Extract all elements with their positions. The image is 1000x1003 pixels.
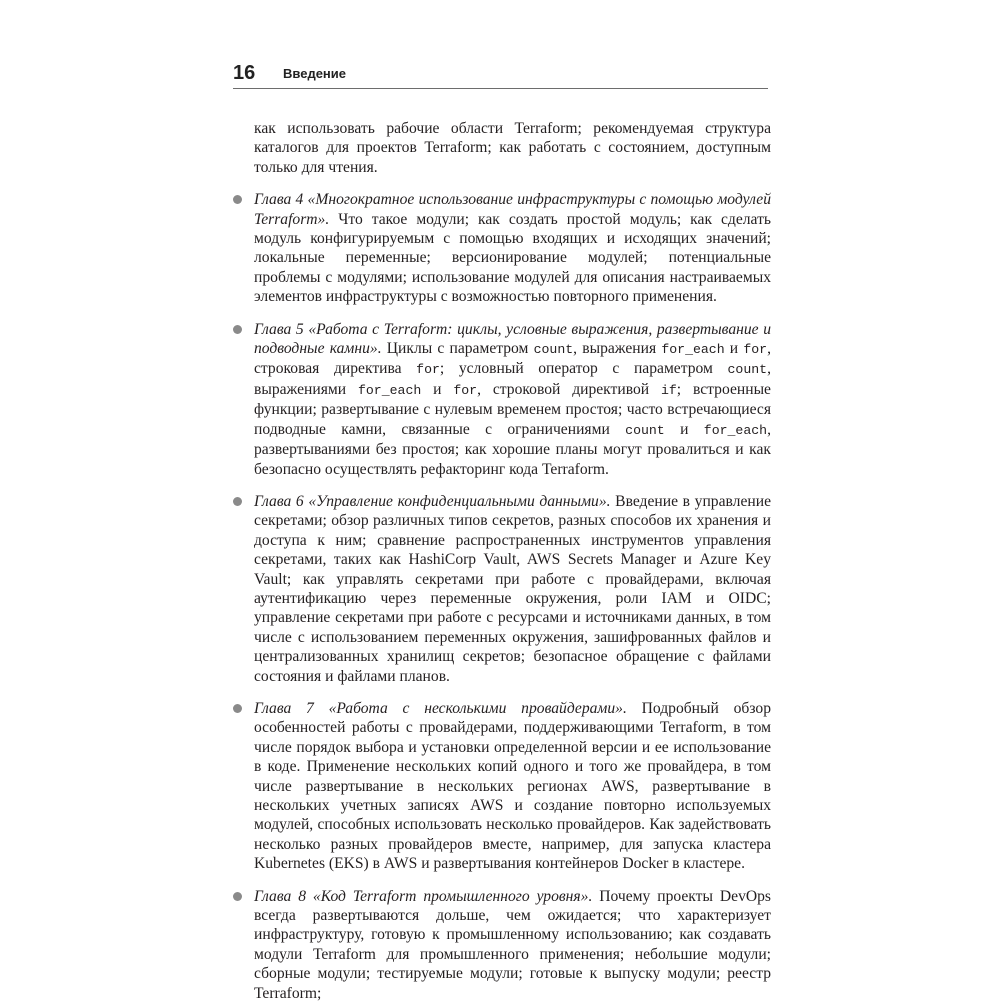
description-text: Циклы с параметром xyxy=(381,340,534,358)
description-text: , развертываниями без простоя; как хорошие планы могут провалиться и как безопасно осуществлять рефакторинг кода Terraform. xyxy=(254,420,771,478)
intro-continuation: как использовать рабочие области Terraform; рекомендуемая структура каталогов для проектов Terraform; как работать с состоянием, доступным только для чтения. xyxy=(254,120,771,176)
bullet-icon xyxy=(233,892,242,901)
description-text: ; условный оператор с параметром xyxy=(439,360,728,378)
bullet-icon xyxy=(233,497,242,506)
code-for: for xyxy=(743,342,768,358)
chapter-description: Почему проекты DevOps всегда развертываются дольше, чем ожидается; что характеризует инфраструктуру, готовую к промышленному использованию; как создавать модули Terraform для промышленного применения; небольшие модули; сборные модули; тестируемые модули; готовые к выпуску модули; реестр Terraform; xyxy=(254,887,771,1002)
code-for: for xyxy=(453,382,478,398)
description-text: , выражения xyxy=(573,340,662,358)
bullet-icon xyxy=(233,195,242,204)
description-text: ; встроенные функции; развертывание с нулевым временем простоя; часто встречающиеся подводные камни, связанные с ограничениями xyxy=(254,380,771,438)
chapter-title: Глава 4 «Многократное использование инфраструктуры с помощью модулей Terraform». xyxy=(254,191,771,228)
description-text: и xyxy=(724,340,744,358)
code-for: for xyxy=(416,362,440,378)
chapter-description: Введение в управление секретами; обзор различных типов секретов, разных способов их хранения и доступа к ним; сравнение распространенных инструментов управления секретами, таких как HashiCorp Vault, AWS Secrets Manager и Azure Key Vault; как управлять секретами при работе с провайдерами, включая аутентификацию через переменные окружения, роли IAM и OIDC; управление секретами при работе с ресурсами и источниками данных, в том числе с использованием переменных окружения, зашифрованных файлов и централизованных хранилищ секретов; безопасное обращение с файлами состояния и файлами планов. xyxy=(254,492,771,685)
chapter-title: Глава 7 «Работа с несколькими провайдерами». xyxy=(254,699,627,717)
page-number: 16 xyxy=(233,62,256,84)
code-count: count xyxy=(625,422,665,438)
description-text: и xyxy=(664,420,704,438)
description-text: , строковой директивой xyxy=(477,380,661,398)
list-item-chapter-6 xyxy=(231,492,771,686)
page-body xyxy=(231,119,771,1003)
list-item-chapter-4 xyxy=(231,190,771,306)
description-text: и xyxy=(421,380,454,398)
page-header xyxy=(233,60,768,89)
description-text: , строковая директива xyxy=(254,340,771,378)
bullet-icon xyxy=(233,325,242,334)
description-text: , выражениями xyxy=(254,360,771,398)
running-head: Введение xyxy=(283,66,346,81)
code-if: if xyxy=(660,382,677,398)
bullet-icon xyxy=(233,704,242,713)
chapter-title: Глава 8 «Код Terraform промышленного уровня». xyxy=(254,887,593,905)
chapter-title: Глава 6 «Управление конфиденциальными данными». xyxy=(254,492,611,510)
chapter-description: Что такое модули; как создать простой модуль; как сделать модуль конфигурируемым с помощью входящих и исходящих значений; локальные переменные; версионирование модулей; потенциальные проблемы с модулями; использование модулей для описания настраиваемых элементов инфраструктуры с возможностью повторного применения. xyxy=(254,210,771,306)
code-for-each: for_each xyxy=(661,342,725,358)
chapter-description: Подробный обзор особенностей работы с провайдерами, поддерживающими Terraform, в том числе порядок выбора и установки определенной версии и ее использование в коде. Применение нескольких копий одного и того же провайдера, в том числе развертывание в нескольких регионах AWS, развертывание в нескольких учетных записях AWS и создание повторно используемых модулей, способных использовать несколько провайдеров. Как задействовать несколько разных провайдеров вместе, например, для запуска кластера Kubernetes (EKS) в AWS и развертывания контейнеров Docker в кластере. xyxy=(254,699,771,873)
code-count: count xyxy=(533,342,574,358)
list-item-chapter-7 xyxy=(231,699,771,874)
code-count: count xyxy=(727,362,768,378)
list-item-chapter-5 xyxy=(231,320,771,479)
code-for-each: for_each xyxy=(357,382,422,398)
list-item-chapter-8 xyxy=(231,887,771,1003)
code-for-each: for_each xyxy=(703,422,768,438)
chapter-title: Глава 5 «Работа с Terraform: циклы, условные выражения, развертывание и подводные камни». xyxy=(254,320,771,358)
